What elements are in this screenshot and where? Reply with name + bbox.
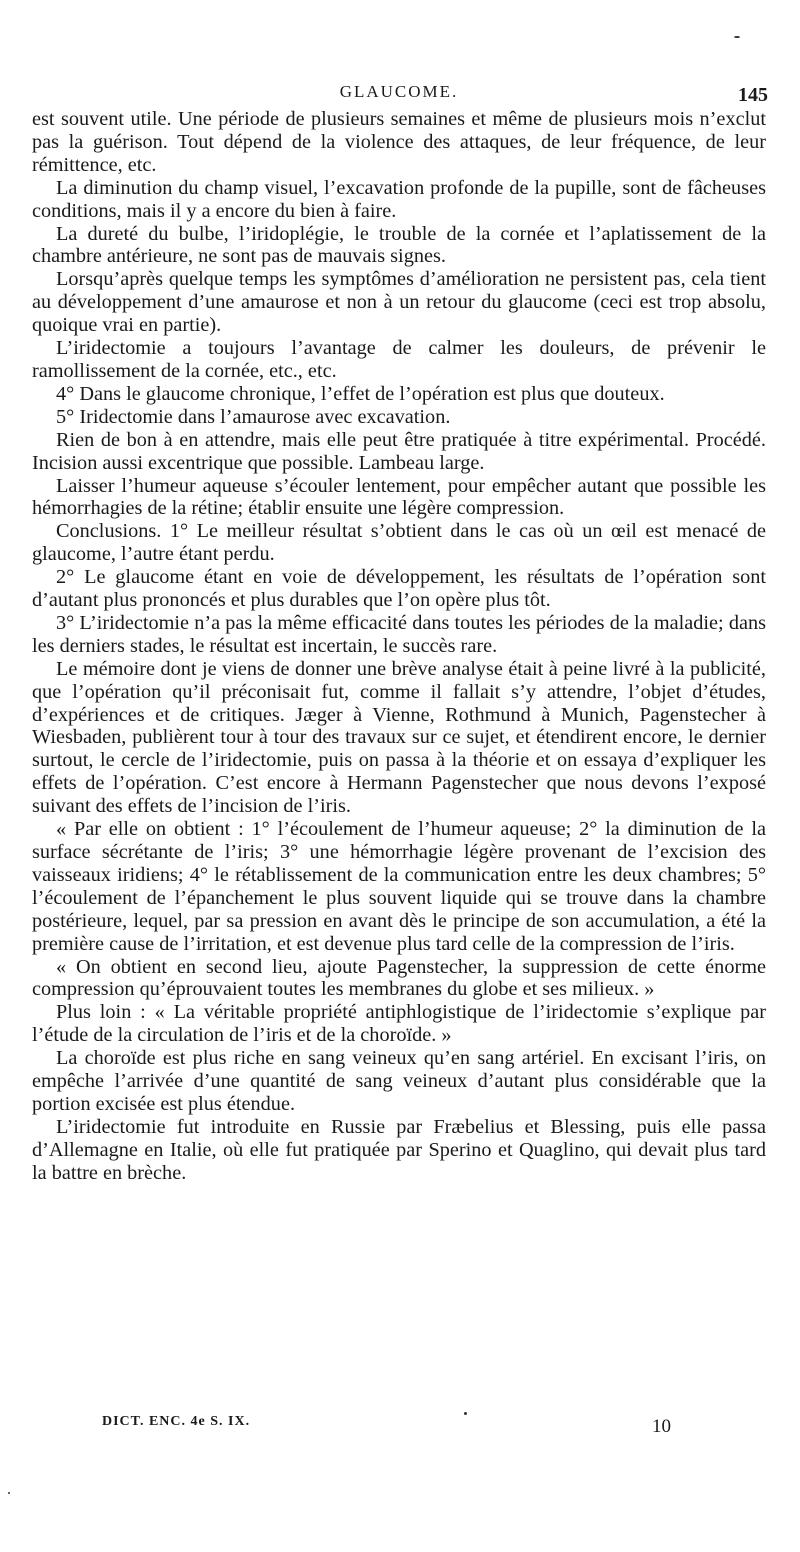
paragraph: La choroïde est plus riche en sang veineux qu’en sang artériel. En excisant l’iris, on empêche l’arrivée d’une quantité de sang veineux d’autant plus considérable que la portion excisée est plus étendue. <box>32 1047 766 1115</box>
paragraph: Conclusions. 1° Le meilleur résultat s’obtient dans le cas où un œil est menacé de glaucome, l’autre étant perdu. <box>32 520 766 566</box>
page-footer <box>102 1414 702 1444</box>
paragraph: Laisser l’humeur aqueuse s’écouler lentement, pour empêcher autant que possible les hémorrhagies de la rétine; établir ensuite une légère compression. <box>32 474 766 520</box>
paragraph: 5° Iridectomie dans l’amaurose avec excavation. <box>56 405 451 428</box>
paragraph: Plus loin : « La véritable propriété antiphlogistique de l’iridectomie s’explique par l’étude de la circulation de l’iris et de la choroïde. » <box>32 1001 766 1047</box>
paragraph: Le mémoire dont je viens de donner une brève analyse était à peine livré à la publicité, que l’opération qu’il préconisait fut, comme il fallait s’y attendre, l’objet d’études, d’expériences et de critiques. Jæger à Vienne, Rothmund à Munich, Pagenstecher à Wiesbaden, publièrent tour à tour des travaux sur ce sujet, et étendirent encore, le dernier surtout, le cercle de l’iridectomie, puis on passa à la théorie et on essaya d’expliquer les effets de l’opération. C’est encore à Hermann Pagenstecher que nous devons l’exposé suivant des effets de l’incision de l’iris. <box>32 657 766 818</box>
paragraph: L’iridectomie a toujours l’avantage de calmer les douleurs, de prévenir le ramollissement de la cornée, etc., etc. <box>32 337 766 382</box>
paragraph: 3° L’iridectomie n’a pas la même efficacité dans toutes les périodes de la maladie; dans les derniers stades, le résultat est incertain, le succès rare. <box>32 611 766 657</box>
body-text <box>32 108 766 1185</box>
signature-number: 10 <box>652 1416 671 1437</box>
paragraph: L’iridectomie fut introduite en Russie par Fræbelius et Blessing, puis elle passa d’Allemagne en Italie, où elle fut pratiquée par Sperino et Quaglino, qui devait plus tard la battre en brèche. <box>32 1115 766 1184</box>
paragraph: 2° Le glaucome étant en voie de développement, les résultats de l’opération sont d’autant plus prononcés et plus durables que l’on opère plus tôt. <box>32 566 766 612</box>
paragraph: « On obtient en second lieu, ajoute Pagenstecher, la suppression de cette énorme compression qu’éprouvaient toutes les membranes du globe et ses milieux. » <box>32 955 766 1001</box>
page-header <box>32 74 766 108</box>
speck <box>734 36 740 38</box>
paragraph: 4° Dans le glaucome chronique, l’effet de l’opération est plus que douteux. <box>56 382 665 405</box>
paragraph: La dureté du bulbe, l’iridoplégie, le trouble de la cornée et l’aplatissement de la chambre antérieure, ne sont pas de mauvais signes. <box>32 222 766 268</box>
paragraph: La diminution du champ visuel, l’excavation profonde de la pupille, sont de fâcheuses conditions, mais il y a encore du bien à faire. <box>32 176 766 222</box>
book-page <box>32 74 766 1185</box>
paragraph: « Par elle on obtient : 1° l’écoulement de l’humeur aqueuse; 2° la diminution de la surface sécrétante de l’iris; 3° une hémorrhagie légère provenant de l’excision des vaisseaux iridiens; 4° le rétablissement de la communication entre les deux chambres; 5° l’écoulement de l’épanchement le plus souvent liquide qui se trouve dans la chambre postérieure, lequel, par sa pression en avant dès le principe de son accumulation, a été la première cause de l’irritation, et est devenue plus tard celle de la compression de l’iris. <box>32 818 766 955</box>
signature-mark: DICT. ENC. 4e S. IX. <box>102 1414 251 1429</box>
running-title: GLAUCOME. <box>339 82 459 101</box>
paragraph: est souvent utile. Une période de plusieurs semaines et même de plusieurs mois n’exclut pas la guérison. Tout dépend de la violence des attaques, de leur fréquence, de leur rémittence, etc. <box>32 108 766 176</box>
paragraph: Lorsqu’après quelque temps les symptômes d’amélioration ne persistent pas, cela tient au développement d’une amaurose et non à un retour du glaucome (ceci est trop absolu, quoique vrai en partie). <box>32 268 766 337</box>
page-number: 145 <box>738 84 768 106</box>
paragraph: Rien de bon à en attendre, mais elle peut être pratiquée à titre expérimental. Procédé. Incision aussi excentrique que possible. Lambeau large. <box>32 428 766 474</box>
speck <box>464 1412 467 1415</box>
speck <box>8 1492 10 1494</box>
